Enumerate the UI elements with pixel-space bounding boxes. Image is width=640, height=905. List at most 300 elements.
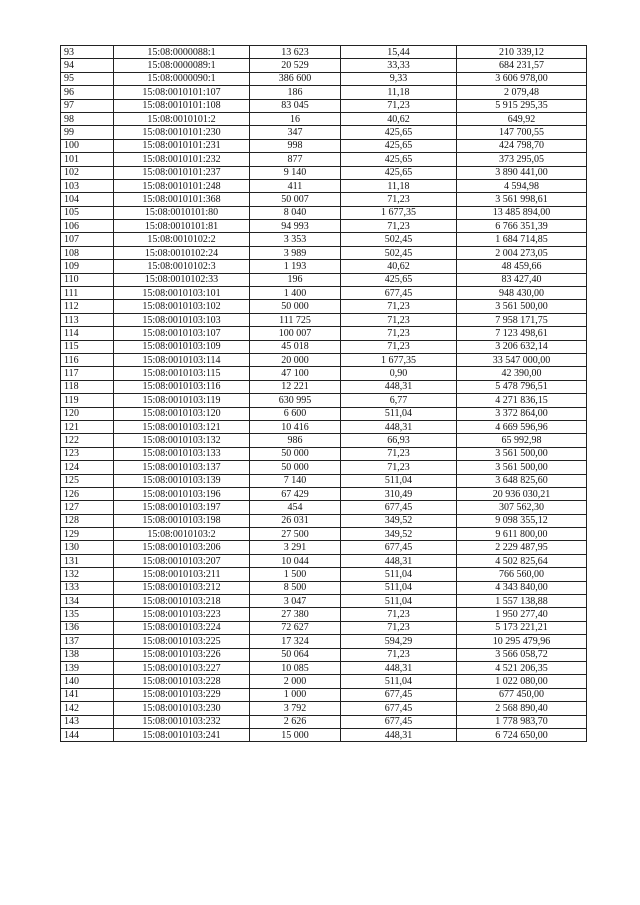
- area-cell: 454: [250, 501, 341, 514]
- cadastral-number-cell: 15:08:0010103:197: [114, 501, 250, 514]
- rate-cell: 9,33: [341, 72, 457, 85]
- row-number-cell: 99: [61, 126, 114, 139]
- cadastral-value-cell: 3 890 441,00: [457, 166, 587, 179]
- row-number-cell: 94: [61, 59, 114, 72]
- table-row: [61, 233, 587, 246]
- cadastral-value-cell: 42 390,00: [457, 367, 587, 380]
- rate-cell: 511,04: [341, 595, 457, 608]
- cadastral-number-cell: 15:08:0010103:223: [114, 608, 250, 621]
- rate-cell: 448,31: [341, 728, 457, 741]
- cadastral-number-cell: 15:08:0010103:107: [114, 327, 250, 340]
- rate-cell: 425,65: [341, 273, 457, 286]
- cadastral-number-cell: 15:08:0010103:228: [114, 675, 250, 688]
- rate-cell: 40,62: [341, 260, 457, 273]
- cadastral-number-cell: 15:08:0010103:109: [114, 340, 250, 353]
- rate-cell: 511,04: [341, 407, 457, 420]
- cadastral-value-cell: 3 206 632,14: [457, 340, 587, 353]
- cadastral-value-cell: 3 561 998,61: [457, 193, 587, 206]
- table-row: [61, 153, 587, 166]
- row-number-cell: 114: [61, 327, 114, 340]
- cadastral-number-cell: 15:08:0010103:101: [114, 287, 250, 300]
- cadastral-number-cell: 15:08:0010101:237: [114, 166, 250, 179]
- rate-cell: 71,23: [341, 340, 457, 353]
- row-number-cell: 113: [61, 313, 114, 326]
- table-row: [61, 675, 587, 688]
- area-cell: 8 500: [250, 581, 341, 594]
- row-number-cell: 122: [61, 434, 114, 447]
- rate-cell: 71,23: [341, 99, 457, 112]
- area-cell: 986: [250, 434, 341, 447]
- area-cell: 998: [250, 139, 341, 152]
- cadastral-number-cell: 15:08:0010103:241: [114, 728, 250, 741]
- cadastral-value-cell: 6 724 650,00: [457, 728, 587, 741]
- row-number-cell: 138: [61, 648, 114, 661]
- rate-cell: 1 677,35: [341, 353, 457, 366]
- row-number-cell: 95: [61, 72, 114, 85]
- cadastral-value-cell: 1 684 714,85: [457, 233, 587, 246]
- area-cell: 2 000: [250, 675, 341, 688]
- area-cell: 111 725: [250, 313, 341, 326]
- rate-cell: 511,04: [341, 474, 457, 487]
- cadastral-number-cell: 15:08:0010101:231: [114, 139, 250, 152]
- area-cell: 10 044: [250, 554, 341, 567]
- cadastral-number-cell: 15:08:0010103:230: [114, 702, 250, 715]
- rate-cell: 71,23: [341, 220, 457, 233]
- row-number-cell: 144: [61, 728, 114, 741]
- table-row: [61, 86, 587, 99]
- cadastral-number-cell: 15:08:0010103:211: [114, 568, 250, 581]
- cadastral-number-cell: 15:08:0010101:80: [114, 206, 250, 219]
- row-number-cell: 115: [61, 340, 114, 353]
- area-cell: 1 000: [250, 688, 341, 701]
- area-cell: 386 600: [250, 72, 341, 85]
- row-number-cell: 112: [61, 300, 114, 313]
- rate-cell: 677,45: [341, 688, 457, 701]
- cadastral-value-cell: 3 561 500,00: [457, 461, 587, 474]
- row-number-cell: 136: [61, 621, 114, 634]
- cadastral-number-cell: 15:08:0010103:224: [114, 621, 250, 634]
- rate-cell: 15,44: [341, 46, 457, 59]
- row-number-cell: 100: [61, 139, 114, 152]
- rate-cell: 40,62: [341, 112, 457, 125]
- table-row: [61, 179, 587, 192]
- row-number-cell: 132: [61, 568, 114, 581]
- table-row: [61, 72, 587, 85]
- area-cell: 3 989: [250, 246, 341, 259]
- cadastral-number-cell: 15:08:0010103:103: [114, 313, 250, 326]
- rate-cell: 677,45: [341, 541, 457, 554]
- area-cell: 6 600: [250, 407, 341, 420]
- cadastral-number-cell: 15:08:0010103:232: [114, 715, 250, 728]
- area-cell: 45 018: [250, 340, 341, 353]
- row-number-cell: 111: [61, 287, 114, 300]
- cadastral-number-cell: 15:08:0010102:33: [114, 273, 250, 286]
- area-cell: 9 140: [250, 166, 341, 179]
- rate-cell: 677,45: [341, 715, 457, 728]
- area-cell: 72 627: [250, 621, 341, 634]
- area-cell: 15 000: [250, 728, 341, 741]
- area-cell: 8 040: [250, 206, 341, 219]
- cadastral-value-cell: 4 521 206,35: [457, 661, 587, 674]
- rate-cell: 511,04: [341, 568, 457, 581]
- rate-cell: 66,93: [341, 434, 457, 447]
- table-row: [61, 340, 587, 353]
- row-number-cell: 101: [61, 153, 114, 166]
- table-row: [61, 206, 587, 219]
- cadastral-number-cell: 15:08:0010102:24: [114, 246, 250, 259]
- cadastral-number-cell: 15:08:0010103:137: [114, 461, 250, 474]
- rate-cell: 425,65: [341, 153, 457, 166]
- cadastral-value-cell: 7 123 498,61: [457, 327, 587, 340]
- cadastral-number-cell: 15:08:0010101:108: [114, 99, 250, 112]
- cadastral-value-cell: 307 562,30: [457, 501, 587, 514]
- area-cell: 1 193: [250, 260, 341, 273]
- row-number-cell: 107: [61, 233, 114, 246]
- cadastral-number-cell: 15:08:0010103:196: [114, 487, 250, 500]
- cadastral-number-cell: 15:08:0010103:116: [114, 380, 250, 393]
- rate-cell: 11,18: [341, 179, 457, 192]
- cadastral-number-cell: 15:08:0010101:368: [114, 193, 250, 206]
- cadastral-value-cell: 948 430,00: [457, 287, 587, 300]
- table-row: [61, 220, 587, 233]
- cadastral-value-cell: 9 098 355,12: [457, 514, 587, 527]
- rate-cell: 425,65: [341, 166, 457, 179]
- area-cell: 196: [250, 273, 341, 286]
- area-cell: 12 221: [250, 380, 341, 393]
- area-cell: 17 324: [250, 635, 341, 648]
- area-cell: 20 529: [250, 59, 341, 72]
- cadastral-number-cell: 15:08:0010103:212: [114, 581, 250, 594]
- area-cell: 83 045: [250, 99, 341, 112]
- rate-cell: 511,04: [341, 581, 457, 594]
- table-row: [61, 126, 587, 139]
- cadastral-value-cell: 3 561 500,00: [457, 300, 587, 313]
- rate-cell: 71,23: [341, 447, 457, 460]
- table-body: [61, 46, 587, 742]
- area-cell: 347: [250, 126, 341, 139]
- rate-cell: 448,31: [341, 420, 457, 433]
- cadastral-number-cell: 15:08:0010103:120: [114, 407, 250, 420]
- area-cell: 10 085: [250, 661, 341, 674]
- table-row: [61, 568, 587, 581]
- area-cell: 3 291: [250, 541, 341, 554]
- row-number-cell: 123: [61, 447, 114, 460]
- cadastral-value-cell: 4 271 836,15: [457, 394, 587, 407]
- table-row: [61, 434, 587, 447]
- cadastral-number-cell: 15:08:0010103:198: [114, 514, 250, 527]
- cadastral-number-cell: 15:08:0010101:2: [114, 112, 250, 125]
- table-row: [61, 554, 587, 567]
- cadastral-value-cell: 3 561 500,00: [457, 447, 587, 460]
- cadastral-value-cell: 147 700,55: [457, 126, 587, 139]
- cadastral-value-cell: 7 958 171,75: [457, 313, 587, 326]
- area-cell: 94 993: [250, 220, 341, 233]
- area-cell: 100 007: [250, 327, 341, 340]
- area-cell: 27 500: [250, 528, 341, 541]
- cadastral-number-cell: 15:08:0010103:114: [114, 353, 250, 366]
- cadastral-value-cell: 3 566 058,72: [457, 648, 587, 661]
- cadastral-value-cell: 10 295 479,96: [457, 635, 587, 648]
- table-row: [61, 715, 587, 728]
- table-row: [61, 327, 587, 340]
- table-row: [61, 407, 587, 420]
- rate-cell: 6,77: [341, 394, 457, 407]
- rate-cell: 448,31: [341, 554, 457, 567]
- table-row: [61, 260, 587, 273]
- area-cell: 27 380: [250, 608, 341, 621]
- row-number-cell: 106: [61, 220, 114, 233]
- cadastral-value-cell: 83 427,40: [457, 273, 587, 286]
- cadastral-number-cell: 15:08:0010101:248: [114, 179, 250, 192]
- area-cell: 877: [250, 153, 341, 166]
- cadastral-value-cell: 48 459,66: [457, 260, 587, 273]
- cadastral-value-cell: 6 766 351,39: [457, 220, 587, 233]
- table-row: [61, 46, 587, 59]
- row-number-cell: 142: [61, 702, 114, 715]
- cadastral-number-cell: 15:08:0000090:1: [114, 72, 250, 85]
- table-row: [61, 595, 587, 608]
- area-cell: 2 626: [250, 715, 341, 728]
- row-number-cell: 139: [61, 661, 114, 674]
- row-number-cell: 125: [61, 474, 114, 487]
- cadastral-number-cell: 15:08:0010103:206: [114, 541, 250, 554]
- cadastral-value-cell: 2 568 890,40: [457, 702, 587, 715]
- area-cell: 13 623: [250, 46, 341, 59]
- cadastral-value-cell: 5 915 295,35: [457, 99, 587, 112]
- rate-cell: 71,23: [341, 461, 457, 474]
- table-row: [61, 661, 587, 674]
- row-number-cell: 117: [61, 367, 114, 380]
- rate-cell: 71,23: [341, 648, 457, 661]
- area-cell: 50 007: [250, 193, 341, 206]
- cadastral-value-cell: 1 778 983,70: [457, 715, 587, 728]
- table-row: [61, 273, 587, 286]
- row-number-cell: 140: [61, 675, 114, 688]
- table-row: [61, 514, 587, 527]
- table-row: [61, 608, 587, 621]
- row-number-cell: 96: [61, 86, 114, 99]
- table-row: [61, 394, 587, 407]
- cadastral-number-cell: 15:08:0010101:107: [114, 86, 250, 99]
- area-cell: 67 429: [250, 487, 341, 500]
- table-row: [61, 112, 587, 125]
- table-row: [61, 353, 587, 366]
- rate-cell: 11,18: [341, 86, 457, 99]
- rate-cell: 425,65: [341, 139, 457, 152]
- rate-cell: 511,04: [341, 675, 457, 688]
- rate-cell: 71,23: [341, 608, 457, 621]
- row-number-cell: 129: [61, 528, 114, 541]
- cadastral-value-cell: 373 295,05: [457, 153, 587, 166]
- cadastral-value-cell: 65 992,98: [457, 434, 587, 447]
- table-row: [61, 380, 587, 393]
- cadastral-value-cell: 1 557 138,88: [457, 595, 587, 608]
- table-row: [61, 367, 587, 380]
- area-cell: 10 416: [250, 420, 341, 433]
- row-number-cell: 133: [61, 581, 114, 594]
- cadastral-value-cell: 2 229 487,95: [457, 541, 587, 554]
- table-row: [61, 702, 587, 715]
- cadastral-number-cell: 15:08:0010101:81: [114, 220, 250, 233]
- cadastral-value-cell: 3 372 864,00: [457, 407, 587, 420]
- table-row: [61, 541, 587, 554]
- table-row: [61, 581, 587, 594]
- area-cell: 186: [250, 86, 341, 99]
- rate-cell: 71,23: [341, 313, 457, 326]
- cadastral-value-cell: 13 485 894,00: [457, 206, 587, 219]
- row-number-cell: 118: [61, 380, 114, 393]
- row-number-cell: 143: [61, 715, 114, 728]
- area-cell: 20 000: [250, 353, 341, 366]
- cadastral-value-table: [60, 45, 587, 742]
- cadastral-number-cell: 15:08:0010103:115: [114, 367, 250, 380]
- area-cell: 26 031: [250, 514, 341, 527]
- row-number-cell: 121: [61, 420, 114, 433]
- cadastral-number-cell: 15:08:0010103:133: [114, 447, 250, 460]
- cadastral-number-cell: 15:08:0010103:218: [114, 595, 250, 608]
- cadastral-number-cell: 15:08:0010101:232: [114, 153, 250, 166]
- cadastral-number-cell: 15:08:0010101:230: [114, 126, 250, 139]
- cadastral-value-cell: 4 594,98: [457, 179, 587, 192]
- area-cell: 50 064: [250, 648, 341, 661]
- area-cell: 1 500: [250, 568, 341, 581]
- area-cell: 630 995: [250, 394, 341, 407]
- table-row: [61, 728, 587, 741]
- rate-cell: 71,23: [341, 621, 457, 634]
- row-number-cell: 120: [61, 407, 114, 420]
- rate-cell: 71,23: [341, 300, 457, 313]
- cadastral-number-cell: 15:08:0010103:207: [114, 554, 250, 567]
- row-number-cell: 103: [61, 179, 114, 192]
- table-row: [61, 461, 587, 474]
- area-cell: 47 100: [250, 367, 341, 380]
- rate-cell: 1 677,35: [341, 206, 457, 219]
- cadastral-number-cell: 15:08:0010103:102: [114, 300, 250, 313]
- row-number-cell: 131: [61, 554, 114, 567]
- rate-cell: 677,45: [341, 501, 457, 514]
- table-row: [61, 635, 587, 648]
- row-number-cell: 141: [61, 688, 114, 701]
- rate-cell: 349,52: [341, 514, 457, 527]
- area-cell: 3 353: [250, 233, 341, 246]
- row-number-cell: 97: [61, 99, 114, 112]
- cadastral-value-cell: 20 936 030,21: [457, 487, 587, 500]
- rate-cell: 594,29: [341, 635, 457, 648]
- row-number-cell: 130: [61, 541, 114, 554]
- area-cell: 16: [250, 112, 341, 125]
- cadastral-value-cell: 2 004 273,05: [457, 246, 587, 259]
- area-cell: 50 000: [250, 461, 341, 474]
- row-number-cell: 137: [61, 635, 114, 648]
- table-row: [61, 287, 587, 300]
- table-row: [61, 313, 587, 326]
- rate-cell: 71,23: [341, 327, 457, 340]
- cadastral-number-cell: 15:08:0010103:121: [114, 420, 250, 433]
- cadastral-value-cell: 1 022 080,00: [457, 675, 587, 688]
- row-number-cell: 128: [61, 514, 114, 527]
- table-row: [61, 648, 587, 661]
- area-cell: 1 400: [250, 287, 341, 300]
- rate-cell: 677,45: [341, 287, 457, 300]
- cadastral-value-cell: 766 560,00: [457, 568, 587, 581]
- cadastral-value-cell: 3 606 978,00: [457, 72, 587, 85]
- cadastral-value-cell: 5 478 796,51: [457, 380, 587, 393]
- row-number-cell: 116: [61, 353, 114, 366]
- rate-cell: 425,65: [341, 126, 457, 139]
- area-cell: 50 000: [250, 300, 341, 313]
- rate-cell: 349,52: [341, 528, 457, 541]
- area-cell: 50 000: [250, 447, 341, 460]
- cadastral-number-cell: 15:08:0010103:226: [114, 648, 250, 661]
- cadastral-number-cell: 15:08:0010103:227: [114, 661, 250, 674]
- rate-cell: 677,45: [341, 702, 457, 715]
- rate-cell: 310,49: [341, 487, 457, 500]
- area-cell: 3 792: [250, 702, 341, 715]
- cadastral-number-cell: 15:08:0010103:119: [114, 394, 250, 407]
- row-number-cell: 93: [61, 46, 114, 59]
- row-number-cell: 127: [61, 501, 114, 514]
- table-row: [61, 474, 587, 487]
- row-number-cell: 105: [61, 206, 114, 219]
- table-row: [61, 246, 587, 259]
- row-number-cell: 98: [61, 112, 114, 125]
- cadastral-value-cell: 210 339,12: [457, 46, 587, 59]
- table-row: [61, 447, 587, 460]
- cadastral-value-cell: 649,92: [457, 112, 587, 125]
- cadastral-value-cell: 4 669 596,96: [457, 420, 587, 433]
- cadastral-number-cell: 15:08:0010103:229: [114, 688, 250, 701]
- cadastral-value-cell: 1 950 277,40: [457, 608, 587, 621]
- cadastral-number-cell: 15:08:0000089:1: [114, 59, 250, 72]
- area-cell: 3 047: [250, 595, 341, 608]
- table-row: [61, 139, 587, 152]
- row-number-cell: 110: [61, 273, 114, 286]
- cadastral-value-cell: 9 611 800,00: [457, 528, 587, 541]
- rate-cell: 448,31: [341, 661, 457, 674]
- rate-cell: 71,23: [341, 193, 457, 206]
- row-number-cell: 104: [61, 193, 114, 206]
- table-row: [61, 59, 587, 72]
- cadastral-number-cell: 15:08:0010103:225: [114, 635, 250, 648]
- cadastral-value-cell: 684 231,57: [457, 59, 587, 72]
- cadastral-number-cell: 15:08:0000088:1: [114, 46, 250, 59]
- table-row: [61, 99, 587, 112]
- cadastral-value-cell: 677 450,00: [457, 688, 587, 701]
- cadastral-number-cell: 15:08:0010102:2: [114, 233, 250, 246]
- cadastral-value-cell: 33 547 000,00: [457, 353, 587, 366]
- row-number-cell: 108: [61, 246, 114, 259]
- area-cell: 411: [250, 179, 341, 192]
- row-number-cell: 102: [61, 166, 114, 179]
- row-number-cell: 135: [61, 608, 114, 621]
- rate-cell: 0,90: [341, 367, 457, 380]
- table-row: [61, 528, 587, 541]
- cadastral-number-cell: 15:08:0010103:2: [114, 528, 250, 541]
- rate-cell: 502,45: [341, 233, 457, 246]
- table-row: [61, 193, 587, 206]
- table-row: [61, 501, 587, 514]
- cadastral-number-cell: 15:08:0010103:132: [114, 434, 250, 447]
- row-number-cell: 126: [61, 487, 114, 500]
- table-row: [61, 688, 587, 701]
- row-number-cell: 119: [61, 394, 114, 407]
- table-row: [61, 166, 587, 179]
- cadastral-value-cell: 3 648 825,60: [457, 474, 587, 487]
- row-number-cell: 109: [61, 260, 114, 273]
- table-row: [61, 300, 587, 313]
- cadastral-number-cell: 15:08:0010102:3: [114, 260, 250, 273]
- row-number-cell: 134: [61, 595, 114, 608]
